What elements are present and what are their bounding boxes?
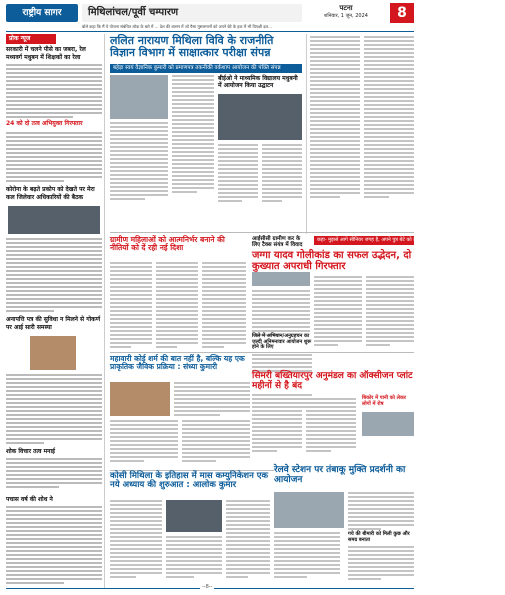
story-4-text (252, 290, 310, 338)
story-9-text-a (110, 500, 162, 580)
left-headline-4: अनापत्ति पत्र की सुविधा न मिलने से गोकर्ण पर आई सारी समस्या (6, 316, 101, 331)
right-top-text-b (364, 36, 414, 200)
lead-text-col-2 (172, 75, 214, 195)
lead-headline: ललित नारायण मिथिला विवि के राजनीति विज्ञान विभाग में साक्षात्कार परीक्षा संपन्न (110, 34, 274, 60)
masthead-rule (6, 31, 414, 32)
left-photo-1 (8, 206, 100, 234)
lead-text-col-1 (110, 122, 168, 202)
story-8-text-a (252, 398, 302, 454)
left-headline-1: सरकारी में चलने पीसे का जबरा, रेल मध्यवर्ग मधुबन में शिक्षकों का रेला (6, 46, 86, 61)
story-5-headline: जग्गा यादव गोलीकांड का सफल उद्भेदन, दो कुख्यात अपराधी गिरफ्तार (252, 250, 414, 272)
edition-date: शनिवार, 1 जून, 2024 (324, 13, 368, 19)
divider-1 (110, 232, 414, 233)
column-rule-right (306, 34, 307, 234)
story-8-text-b (306, 398, 356, 454)
edition-city: पटना (339, 4, 353, 12)
story-8-headline: सिमरी बख्तियारपुर अनुमंडल का ऑक्सीजन प्लांट महीनों से है बंद (252, 371, 413, 391)
story-10-text-a (348, 492, 414, 532)
divider-2 (110, 352, 414, 353)
story-3-headline: ग्रामीण महिलाओं को आत्मनिर्भर बनाने की नीतियों को दें रही नई दिशा (110, 235, 225, 253)
story-5-text-a (314, 276, 362, 348)
section-title: मिथिलांचल/पूर्वी चम्पारण (82, 4, 302, 22)
left-story-6-text (6, 506, 102, 586)
story-11-headline: बिकोर में पानी को लेकर लोगों में रोष (362, 395, 406, 407)
story-11-photo (362, 412, 414, 436)
story-3-text-b (156, 262, 198, 350)
story-12-text (348, 546, 414, 582)
left-headline-2: 24 को दो तत्व अभियुक्त गिरफ्तार (6, 120, 83, 127)
story-10-headline: रेलवे स्टेशन पर तंबाकू मुक्ति प्रदर्शनी का आयोजन (274, 466, 414, 486)
right-top-text-a (310, 36, 360, 200)
footer-folio: --8-- (202, 584, 213, 590)
lead-photo-1 (110, 75, 168, 119)
lead-subheadline-banner: बहेड़ा स्वयं वैज्ञानिक कुमारी को प्रमाणपत्र तकनीकी वर्कशाप आयोजन की पंक्ति संपन्न (110, 64, 302, 73)
masthead (0, 0, 421, 28)
story-5-kicker: कहा- मुझसे आगे सीनियर जगह है, अपने पुत्र बेटे को तरह बहुत से बच्चों की देखभाल में बचे रहे संसार्थक (314, 236, 414, 245)
left-headline-6: पचास वर्ष की शोध ने (6, 496, 53, 503)
story-6-text-b (110, 420, 178, 464)
newspaper-brand: राष्ट्रीय सागर (6, 4, 78, 22)
story-10-photo (274, 492, 344, 528)
left-story-3-text (6, 238, 102, 314)
story-7-headline: जिले में अभियान/अनुग्रहचन का जल्दी अनिमनावार आयोजन शुरू होने के लिए (252, 333, 312, 350)
left-photo-2 (30, 336, 76, 370)
story-5-text-b (366, 276, 414, 348)
brief-news-tag: प्रोक न्यूज (6, 34, 56, 44)
story-9-headline: कोसी मिथिला के इतिहास में मास कम्युनिकेशन एक नये अध्याय की शुरुआत : आलोक कुमार (110, 471, 268, 491)
left-headline-5: शोक विचार तत्व मनाई (6, 448, 55, 455)
story-2-headline: बीईओ ने माध्यमिक विद्यालय मधुबनी में आयोजन किया उद्घाटन (218, 75, 298, 89)
story-6-photo (110, 382, 170, 416)
story-9-text-b (166, 536, 222, 580)
story-9-photo (166, 500, 222, 532)
story-2-text-b (262, 144, 302, 204)
story-9-text-c (226, 500, 270, 580)
left-story-5-text (6, 458, 102, 490)
story-6-headline: महावारी कोई शर्म की बात नहीं है, बल्कि यह एक प्राकृतिक जैविक प्रक्रिया : संध्या कुमारी (110, 354, 245, 372)
left-story-4-text (6, 374, 102, 446)
story-3-text-a (110, 262, 152, 350)
left-story-1-text (6, 64, 102, 120)
story-3-text-c (202, 262, 246, 350)
page-number: 8 (390, 3, 414, 23)
story-4-headline: आईसीसी ग्रामीण कर के लिए टैक्स संयंत्र में विवाद (252, 236, 303, 249)
story-2-text-a (218, 144, 258, 204)
left-headline-3: कोरोना के बढ़ते प्रकोप को देखते पर मेरा कल जिलेवार अधिकारियों की बैठक (6, 186, 95, 201)
top-ticker: बोले कहा कि मैं ये योजना संबंधित लोक के बारे में ... देश की शासन में जो पैसा मुसलमानों को अपने बेटे के हक में भी विपक्षी दल... (82, 24, 272, 29)
story-10-text-b (274, 532, 340, 580)
left-story-2-text (6, 132, 102, 184)
story-6-text-c (182, 420, 250, 464)
story-6-text-a (174, 382, 250, 418)
story-12-headline: गये की बीमारी को मिली कुछ और समग्र बनाता (348, 531, 410, 543)
story-2-photo (218, 94, 302, 140)
